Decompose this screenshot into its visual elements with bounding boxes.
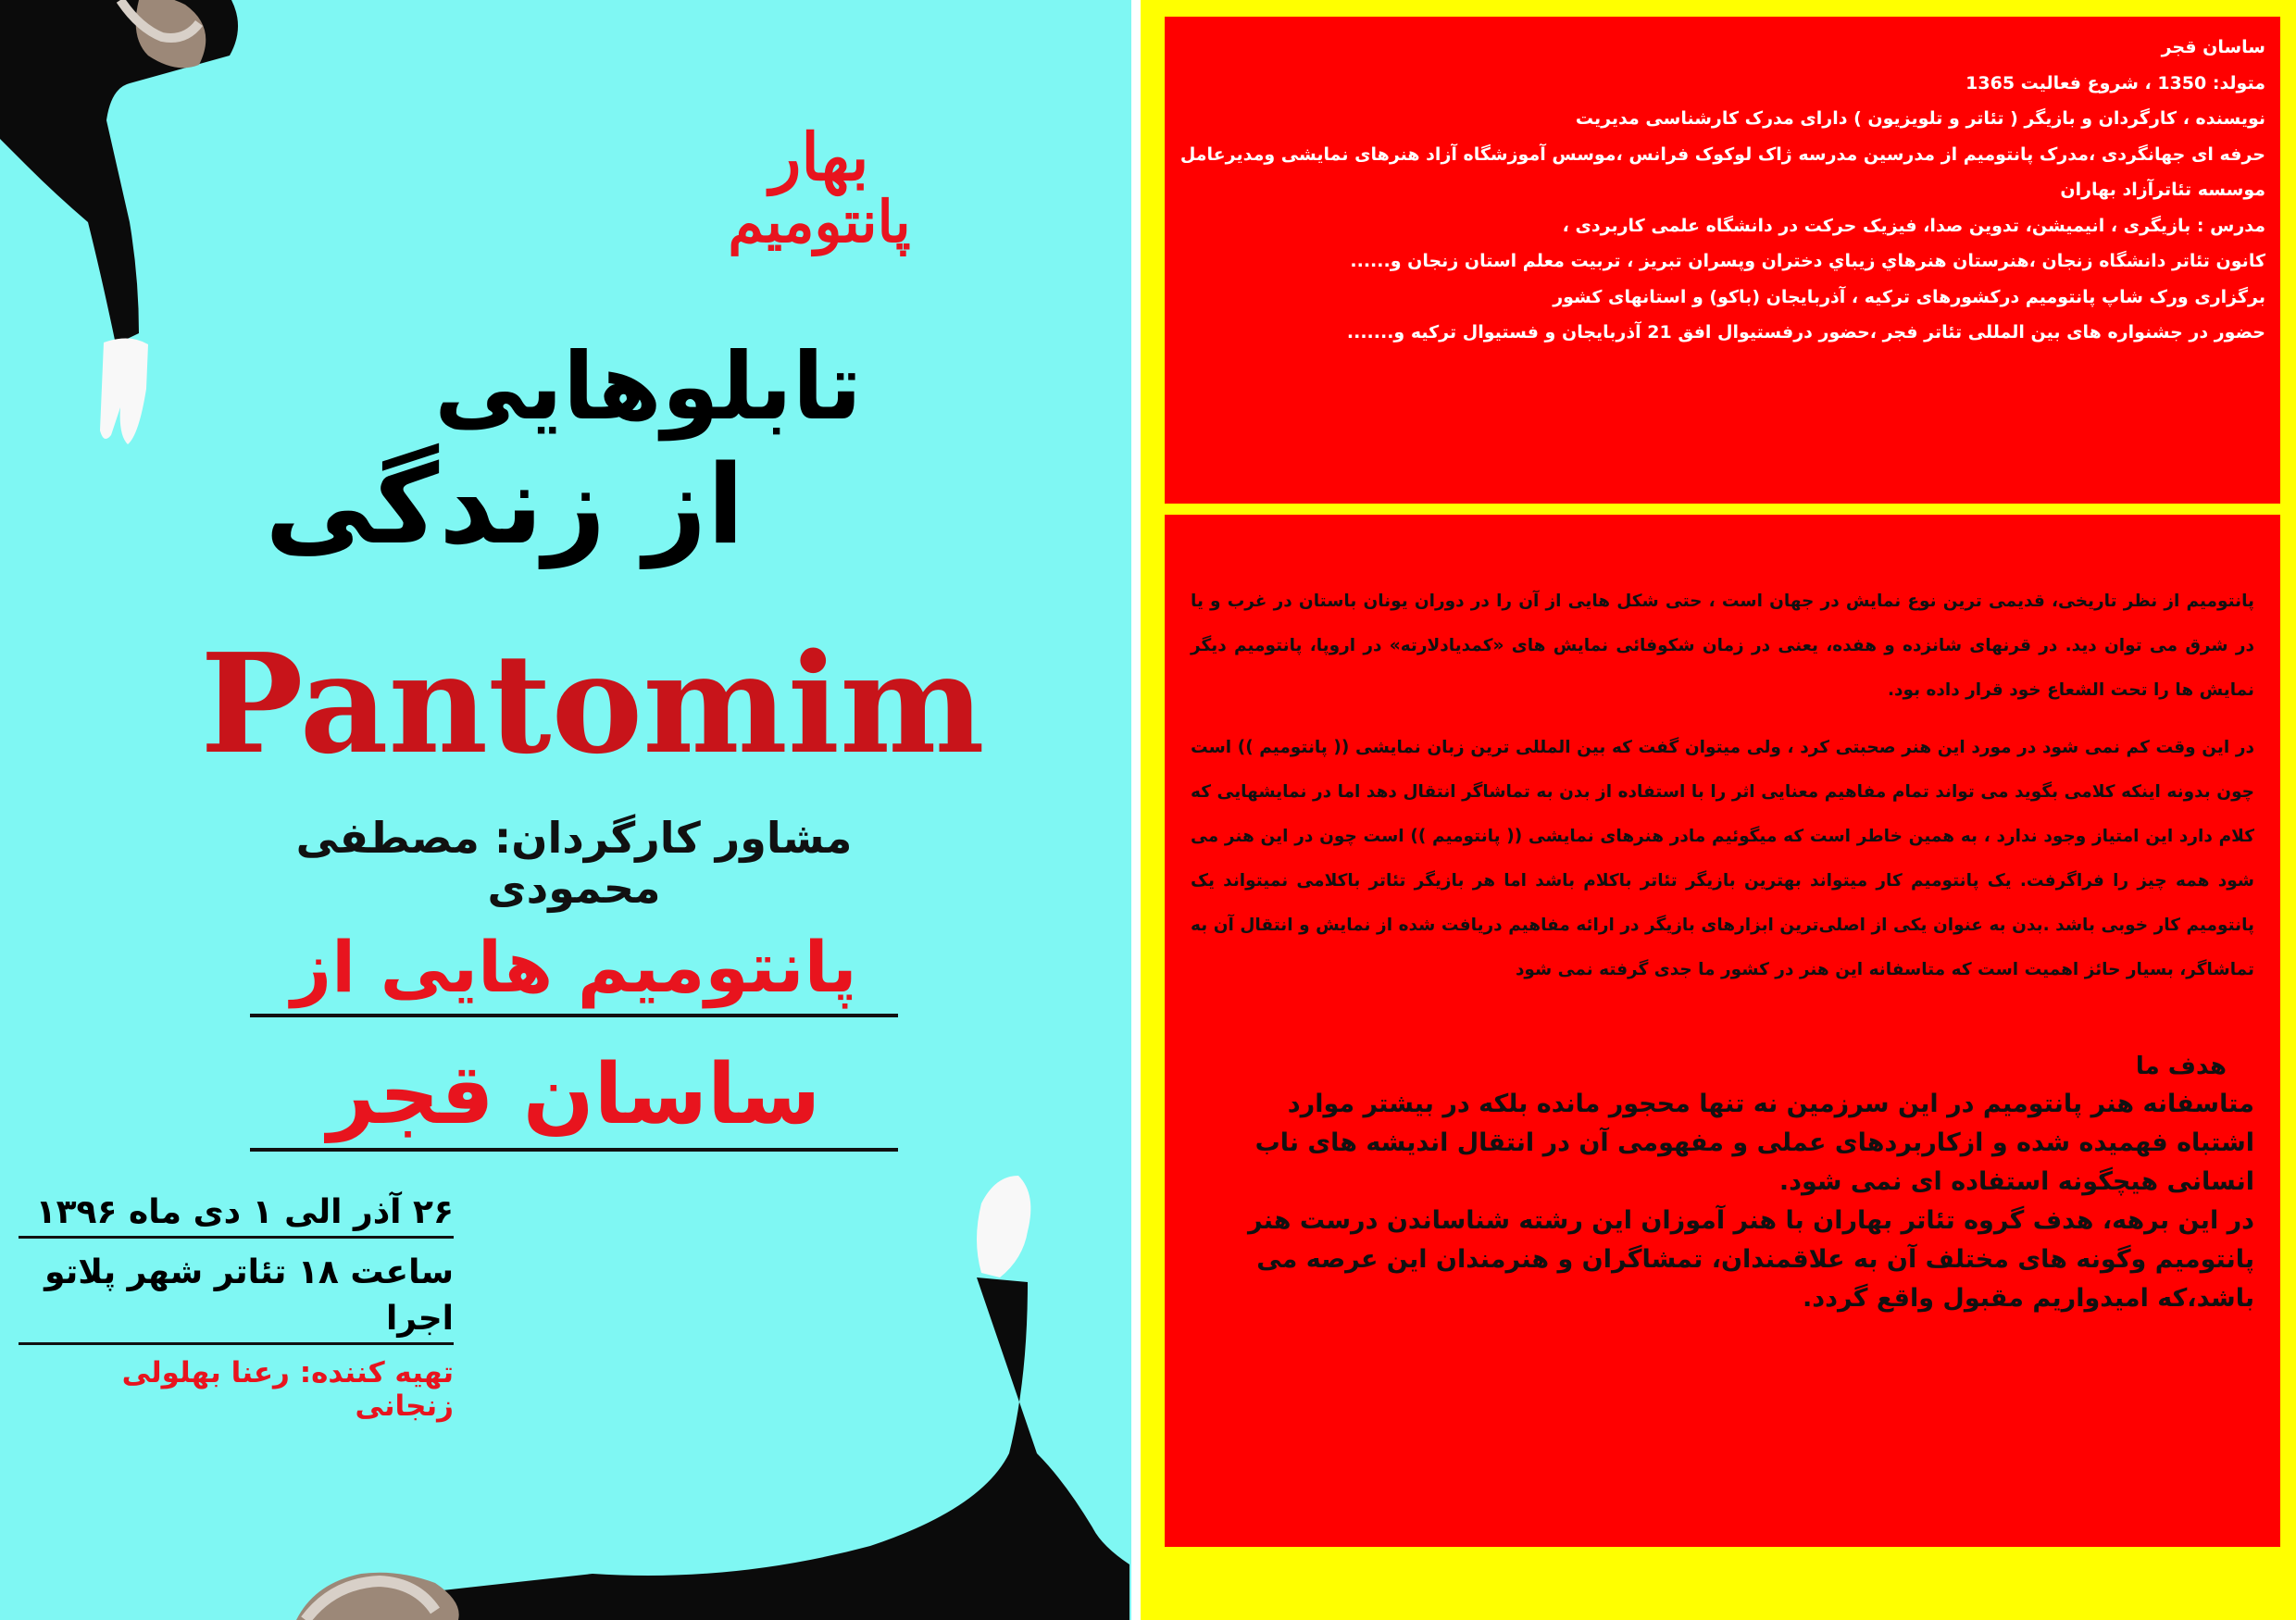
director-credit: مشاور کارگردان: مصطفی محمودی [295, 813, 853, 913]
bio-line: نویسنده ، کارگردان و بازیگر ( تئاتر و تلویزیون ) دارای مدرک کارشناسی مدیریت [1575, 108, 2265, 129]
article-box [1165, 515, 2280, 1547]
bio-line: متولد: 1350 ، شروع فعالیت 1365 [1965, 72, 2265, 93]
article-paragraph: در این وقت کم نمی شود در مورد این هنر صحبتی کرد ، ولی میتوان گفت که بین المللی ترین زبان نمایشی (( پانتومیم )) است چون بدونه اینکه کلامی بگوید می تواند تمام مفاهیم معنایی اثر را با استفاده از بدن به تماشاگر انتقال دهد اما در نمایشهایی که کلام دارد این امتیاز وجود ندارد ، به همین خاطر است که میگوئیم مادر هنرهای نمایشی (( پانتومیم )) است چون در این هنر می شود همه چیز را فراگرفت. یک پانتومیم کار میتواند بهترین بازیگر تئاتر باکلام باشد اما هر بازیگر تئاتر باکلامی نمیتواند یک پانتومیم کار خوبی باشد .بدن به عنوان یکی از اصلی‌ترین ابزارهای بازیگر در ارائه مفاهیم دریافت شده از نمایش و انتقال آن به تماشاگر، بسیار حائز اهمیت است که متاسفانه این هنر در کشور ما جدی گرفته نمی شود [1191, 738, 2254, 979]
bio-line: کانون تئاتر دانشگاه زنجان ،هنرستان هنرهاي زيباي دختران وپسران تبريز ، تربيت معلم استان زنجان و...... [1350, 251, 2265, 271]
bio-line: موسسه تئاترآزاد بهاران [2060, 180, 2265, 200]
poster [0, 0, 1131, 1620]
bio-box [1165, 17, 2280, 504]
producer-credit: تهیه کننده: رعنا بهلولی زنجانی [121, 1356, 454, 1423]
goal-heading: هدف ما [2135, 1053, 2227, 1080]
main-title [157, 333, 991, 569]
bio-line: حرفه ای جهانگردی ،مدرک پانتومیم از مدرسین مدرسه ژاک لوکوک فرانس ،موسس آموزشگاه آزاد هنرهای نمایشی ومدیرعامل [1179, 143, 2265, 165]
bio-line: مدرس : بازیگری ، انیمیشن، تدوین صدا، فیزیک حرکت در دانشگاه علمی کاربردی ، [1562, 215, 2265, 236]
goal-paragraph: متاسفانه هنر پانتومیم در این سرزمین نه تنها محجور مانده بلکه در بیشتر موارد اشتباه فهمیده شده و ازکاربردهای عملی و مفهومی آن در انتقال اندیشه های ناب انسانی هیچگونه استفاده ای نمی شود. [1254, 1090, 2254, 1196]
latin-title: Pantomim [200, 623, 985, 784]
series-title [690, 118, 949, 255]
performance-date: ۲۶ آذر الی ۱ دی ماه ۱۳۹۶ [19, 1190, 454, 1239]
main-title-line1: تابلوهایی [434, 332, 862, 441]
performance-time-place: ساعت ۱۸ تئاتر شهر پلاتو اجرا [19, 1250, 454, 1345]
bio-line: ساسان قجر [2161, 37, 2265, 57]
show-title-line2: ساسان قجر [250, 1041, 898, 1152]
article-paragraph: پانتومیم از نظر تاریخی، قدیمی ترین نوع نمایش در جهان است ، حتی شکل هایی از آن را در دوران یونان باستان در غرب و یا در شرق می توان دید. در قرنهای شانزده و هفده، یعنی در زمان شکوفائی نمایش های «کمدیادلارته» در اروپا، پانتومیم دیگر نمایش ها را تحت الشعاع خود قرار داده بود. [1191, 592, 2254, 700]
series-title-line2: پانتومیم [728, 188, 911, 255]
main-title-line2: از زندگی [265, 441, 744, 568]
series-title-line1: بهار [769, 118, 869, 195]
show-title-line1: پانتومیم هایی از [250, 921, 898, 1017]
bio-line: برگزاری ورک شاپ پانتومیم درکشورهای ترکیه ، آذربایجان (باکو) و استانهای کشور [1553, 286, 2265, 307]
bio-line: حضور در جشنواره های بین المللی تئاتر فجر ،حضور درفستیوال افق 21 آذربایجان و فستیوال ترکیه و....... [1346, 322, 2265, 343]
goal-paragraph: در این برهه، هدف گروه تئاتر بهاران با هنر آموزان این رشته شناساندن درست هنر پانتومیم وگونه های مختلف آن به علاقمندان، تمشاگران و هنرمندان این عرصه می باشد،که امیدواریم مقبول واقع گردد. [1247, 1206, 2254, 1313]
panel-divider [1131, 0, 1141, 1620]
